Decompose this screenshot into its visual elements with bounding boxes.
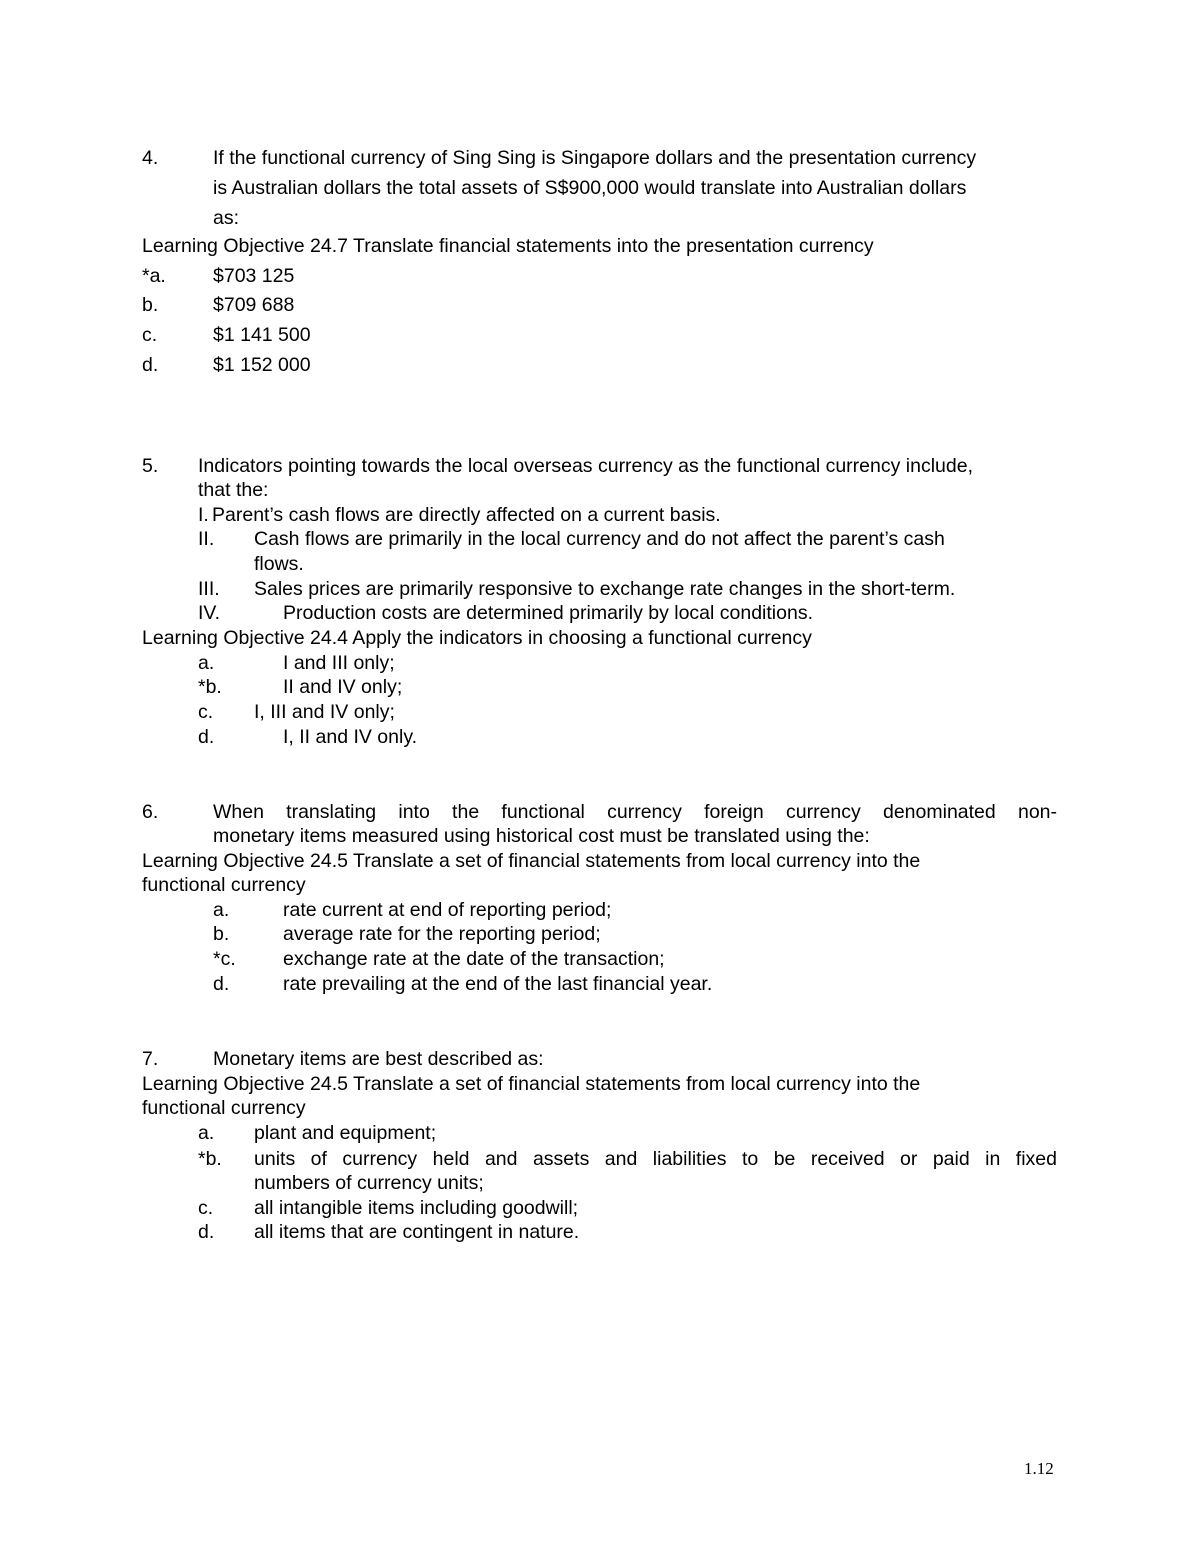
question-stem-line: is Australian dollars the total assets of S$900,000 would translate into Australian dollars: [213, 177, 967, 199]
learning-objective: Learning Objective 24.5 Translate a set of financial statements from local currency into the: [142, 850, 921, 872]
learning-objective: Learning Objective 24.5 Translate a set of financial statements from local currency into the: [142, 1073, 921, 1095]
option-text: I, III and IV only;: [254, 701, 395, 723]
option-text: all intangible items including goodwill;: [254, 1197, 579, 1219]
statement-text: Parent’s cash flows are directly affected on a current basis.: [212, 504, 721, 526]
option-label: *c.: [213, 948, 236, 970]
question-stem-line: monetary items measured using historical cost must be translated using the:: [213, 825, 870, 847]
question-stem-line: Indicators pointing towards the local overseas currency as the functional currency include,: [198, 455, 973, 477]
option-label: b.: [213, 923, 230, 945]
option-label: a.: [198, 652, 215, 674]
learning-objective: functional currency: [142, 1097, 306, 1119]
question-number: 6.: [142, 801, 159, 823]
option-label: c.: [198, 1197, 214, 1219]
statement-label: III.: [198, 578, 220, 600]
option-label: d.: [142, 354, 159, 376]
question-stem-line: as:: [213, 207, 240, 229]
option-text: $1 141 500: [213, 324, 311, 346]
question-number: 7.: [142, 1048, 159, 1070]
question-stem-line: that the:: [198, 479, 269, 501]
option-label: d.: [213, 973, 230, 995]
option-label: *a.: [142, 265, 166, 287]
option-text: rate current at end of reporting period;: [283, 899, 612, 921]
option-text: $709 688: [213, 294, 295, 316]
statement-label: II.: [198, 528, 215, 550]
learning-objective: functional currency: [142, 874, 306, 896]
question-stem-line: If the functional currency of Sing Sing is Singapore dollars and the presentation currency: [213, 147, 977, 169]
option-text: $1 152 000: [213, 354, 311, 376]
statement-text: flows.: [254, 553, 304, 575]
option-text: II and IV only;: [283, 676, 403, 698]
question-number: 4.: [142, 147, 159, 169]
option-label: d.: [198, 1221, 215, 1243]
option-text: $703 125: [213, 265, 295, 287]
option-text: I and III only;: [283, 652, 395, 674]
option-label: b.: [142, 294, 159, 316]
option-label: a.: [198, 1122, 215, 1144]
learning-objective: Learning Objective 24.4 Apply the indicators in choosing a functional currency: [142, 627, 812, 649]
option-label: *b.: [198, 676, 222, 698]
statement-text: Sales prices are primarily responsive to exchange rate changes in the short-term.: [254, 578, 956, 600]
option-label: a.: [213, 899, 230, 921]
option-label: c.: [198, 701, 214, 723]
statement-label: IV.: [198, 602, 221, 624]
statement-text: Cash flows are primarily in the local currency and do not affect the parent’s cash: [254, 528, 945, 550]
question-stem-line: When translating into the functional currency foreign currency denominated non-: [213, 801, 1057, 823]
question-stem-line: Monetary items are best described as:: [213, 1048, 544, 1070]
option-label: *b.: [198, 1148, 222, 1170]
option-text: average rate for the reporting period;: [283, 923, 601, 945]
option-text: plant and equipment;: [254, 1122, 437, 1144]
option-label: c.: [142, 324, 158, 346]
option-text: exchange rate at the date of the transaction;: [283, 948, 665, 970]
learning-objective: Learning Objective 24.7 Translate financial statements into the presentation currency: [142, 235, 874, 257]
option-text: numbers of currency units;: [254, 1172, 484, 1194]
statement-label: I.: [198, 504, 209, 526]
option-text: I, II and IV only.: [283, 726, 418, 748]
option-text: rate prevailing at the end of the last financial year.: [283, 973, 713, 995]
option-text: units of currency held and assets and liabilities to be received or paid in fixed: [254, 1148, 1057, 1170]
page-number: 1.12: [1024, 1459, 1054, 1478]
option-text: all items that are contingent in nature.: [254, 1221, 580, 1243]
option-label: d.: [198, 726, 215, 748]
question-number: 5.: [142, 455, 159, 477]
statement-text: Production costs are determined primarily by local conditions.: [283, 602, 813, 624]
